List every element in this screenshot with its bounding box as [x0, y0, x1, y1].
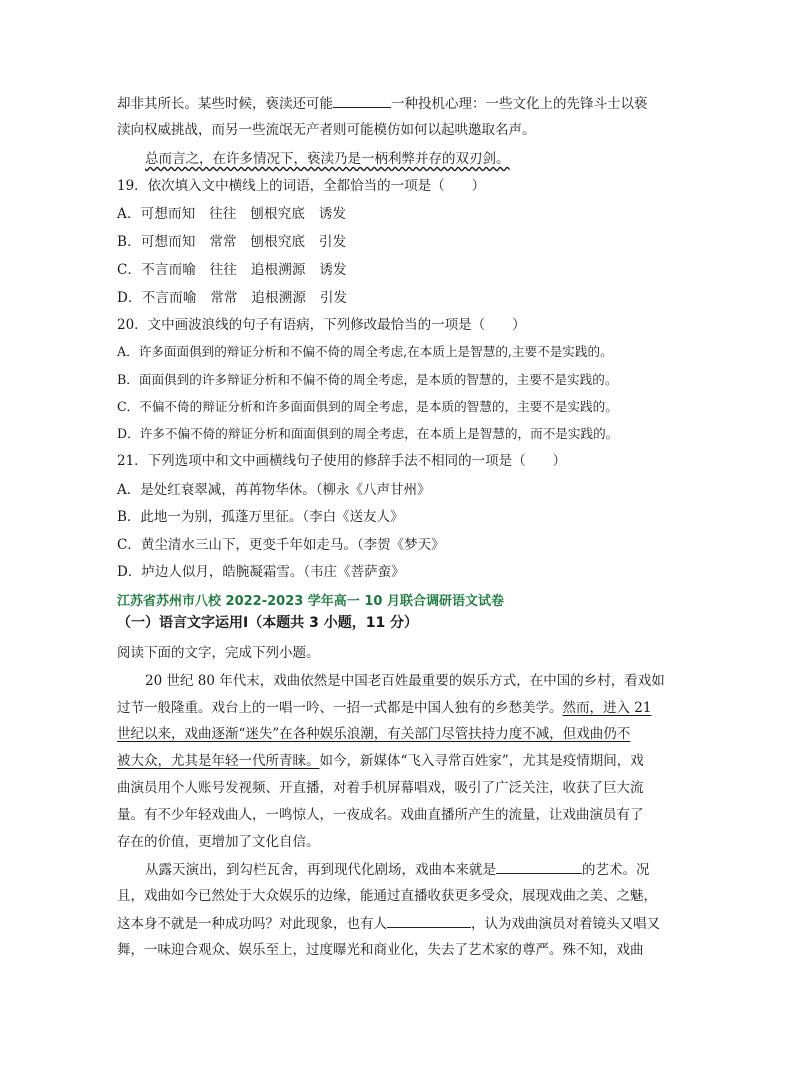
- q21-option-a: A．是处红衰翠减，苒苒物华休。（柳永《八声甘州》: [117, 482, 431, 498]
- question-21-stem: 21．下列选项中和文中画横线句子使用的修辞手法不相同的一项是（ ）: [117, 453, 567, 469]
- text-span: 如今，新媒体“飞入寻常百姓家”，尤其是疫情期间，戏: [319, 753, 644, 769]
- q19-option-b: B．可想而知 常常 刨根究底 引发: [117, 234, 347, 250]
- q19-option-a: A．可想而知 往往 刨根究底 诱发: [117, 206, 347, 222]
- text-span: 却非其所长。某些时候，亵渎还可能: [117, 96, 333, 112]
- underlined-sentence: 世纪以来，戏曲逐渐“迷失”在各种娱乐浪潮，有关部门尽管扶持力度不减，但戏曲仍不: [117, 726, 631, 742]
- passage-line: 存在的价值，更增加了文化自信。: [117, 834, 320, 850]
- fill-blank: [387, 913, 471, 928]
- paragraph-line: [117, 93, 648, 114]
- question-19-stem: 19．依次填入文中横线上的词语，全都恰当的一项是（ ）: [117, 178, 486, 194]
- underlined-sentence: 然而，进入 21: [562, 700, 652, 716]
- fill-blank: [333, 93, 391, 108]
- passage-line: [117, 913, 660, 934]
- text-span: ，认为戏曲演员对着镜头又唱又: [471, 916, 660, 932]
- passage-line: 量。有不少年轻戏曲人，一鸣惊人，一夜成名。戏曲直播所产生的流量，让戏曲演员有了: [117, 807, 644, 823]
- passage-line: [117, 751, 644, 771]
- question-20-stem: 20．文中画波浪线的句子有语病，下列修改最恰当的一项是（ ）: [117, 317, 526, 333]
- underlined-sentence: 被大众，尤其是年轻一代所青睐。: [117, 753, 320, 769]
- q20-option-b: B．面面俱到的许多辩证分析和不偏不倚的周全考虑，是本质的智慧的，主要不是实践的。: [117, 372, 618, 387]
- passage-line: 曲演员用个人账号发视频、开直播，对着手机屏幕唱戏，吸引了广泛关注，收获了巨大流: [117, 780, 644, 796]
- q20-option-a: A．许多面面俱到的辩证分析和不偏不倚的周全考虑,在本质上是智慧的,主要不是实践的。: [117, 344, 613, 359]
- q19-option-d: D．不言而喻 常常 追根溯源 引发: [117, 290, 348, 306]
- q20-option-d: D．许多不偏不倚的辩证分析和面面俱到的周全考虑，在本质上是智慧的，而不是实践的。: [117, 426, 619, 441]
- passage-line: [117, 698, 651, 718]
- q21-option-c: C．黄尘清水三山下，更变千年如走马。（李贺《梦天》: [117, 537, 445, 553]
- paragraph-line: 渎向权威挑战，而另一些流氓无产者则可能模仿如何以起哄邀取名声。: [117, 122, 536, 138]
- passage-line: 20 世纪 80 年代末，戏曲依然是中国老百姓最重要的娱乐方式，在中国的乡村，看戏如: [145, 673, 665, 689]
- passage-line: 舞，一味迎合观众、娱乐至上，过度曝光和商业化，失去了艺术家的尊严。殊不知，戏曲: [117, 942, 644, 958]
- text-span: 从露天演出，到勾栏瓦舍，再到现代化剧场，戏曲本来就是: [145, 862, 496, 878]
- q20-option-c: C．不偏不倚的辩证分析和许多面面俱到的周全考虑，是本质的智慧的，主要不是实践的。: [117, 399, 618, 414]
- passage-line: 且，戏曲如今已然处于大众娱乐的边缘，能通过直播收获更多受众，展现戏曲之美、之魅，: [117, 888, 657, 904]
- passage-line: [145, 859, 650, 880]
- text-span: 的艺术。况: [582, 862, 650, 878]
- fill-blank: [496, 859, 582, 874]
- q21-option-d: D．垆边人似月，皓腕凝霜雪。（韦庄《菩萨蛮》: [117, 564, 405, 580]
- q19-option-c: C．不言而喻 往往 追根溯源 诱发: [117, 262, 347, 278]
- section-subheading: （一）语言文字运用Ⅰ（本题共 3 小题，11 分）: [117, 615, 419, 631]
- text-span: 一种投机心理：一些文化上的先锋斗士以亵: [391, 96, 648, 112]
- wavy-underlined-sentence: 总而言之，在许多情况下，亵渎乃是一柄利弊并存的双刃剑。: [145, 151, 510, 167]
- q21-option-b: B．此地一为别，孤蓬万里征。（李白《送友人》: [117, 509, 404, 525]
- text-span: 过节一般隆重。戏台上的一唱一吟、一招一式都是中国人独有的乡愁美学。: [117, 700, 563, 716]
- section-source-title: 江苏省苏州市八校 2022-2023 学年高一 10 月联合调研语文试卷: [117, 594, 504, 609]
- text-span: 这本身不就是一种成功吗？对此现象，也有人: [117, 916, 387, 932]
- reading-instruction: 阅读下面的文字，完成下列小题。: [117, 645, 320, 661]
